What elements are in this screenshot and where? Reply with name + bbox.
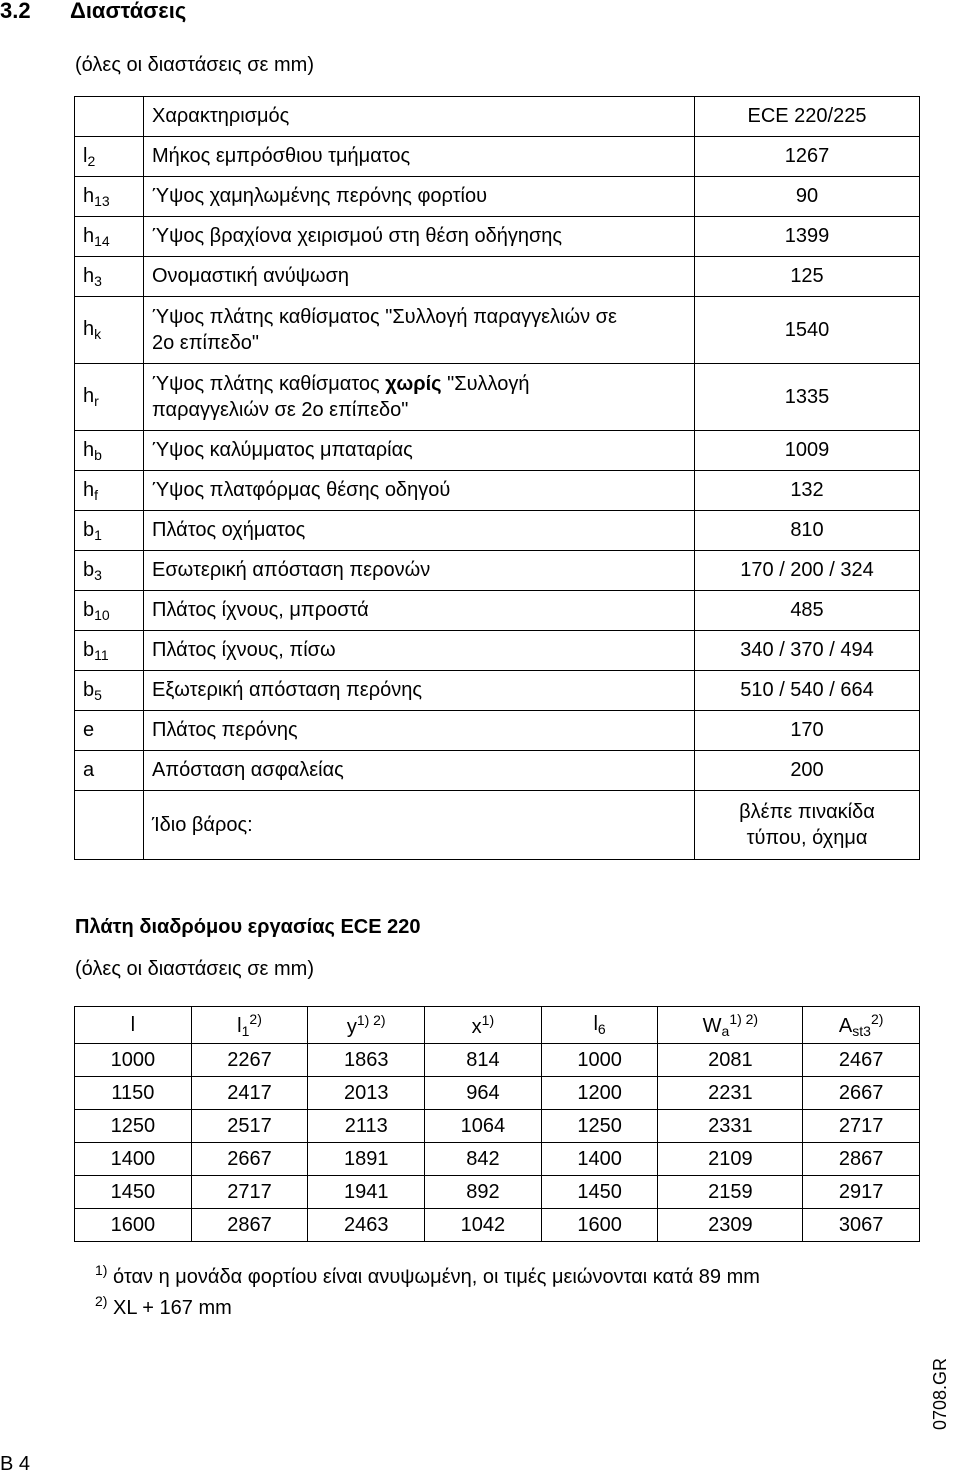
dim-symbol: $b_3$ <box>75 551 144 591</box>
work-units-note: (όλες οι διαστάσεις σε mm) <box>75 958 314 980</box>
table-row <box>75 431 920 471</box>
table-row <box>75 177 920 217</box>
work-cell: 2159 <box>658 1176 803 1209</box>
work-cell: 1600 <box>75 1209 192 1242</box>
work-cell: 2667 <box>191 1143 308 1176</box>
work-cell: 1250 <box>75 1110 192 1143</box>
work-cell: 2717 <box>803 1110 920 1143</box>
dim-symbol: $b_{10}$ <box>75 591 144 631</box>
dim-value: 340 / 370 / 494 <box>695 631 920 671</box>
dim-symbol: $h_k$ <box>75 297 144 364</box>
table-row <box>75 1143 920 1176</box>
footnote-2: $^{2)}$ XL + 167 mm <box>95 1293 232 1319</box>
dim-label: Μήκος εμπρόσθιου τμήματος <box>144 137 695 177</box>
dim-symbol: $b_1$ <box>75 511 144 551</box>
table-row <box>75 471 920 511</box>
table-row <box>75 257 920 297</box>
table-row <box>75 1077 920 1110</box>
work-cell: 1941 <box>308 1176 425 1209</box>
table-row <box>75 671 920 711</box>
work-cell: 1042 <box>425 1209 542 1242</box>
work-cell: 1450 <box>75 1176 192 1209</box>
dim-label: Ύψος πλάτης καθίσματος χωρίς "Συλλογή παραγγελιών σε 2ο επίπεδο" <box>144 364 695 431</box>
dim-symbol: $h_r$ <box>75 364 144 431</box>
work-cell: 2467 <box>803 1044 920 1077</box>
dim-symbol: $b_{11}$ <box>75 631 144 671</box>
section-number: 3.2 <box>0 0 31 23</box>
work-cell: 2417 <box>191 1077 308 1110</box>
dim-symbol: $h_{14}$ <box>75 217 144 257</box>
work-cell: 2013 <box>308 1077 425 1110</box>
dim-symbol: $l_2$ <box>75 137 144 177</box>
dim-label: Πλάτος ίχνους, πίσω <box>144 631 695 671</box>
dim-label: Ύψος χαμηλωμένης περόνης φορτίου <box>144 177 695 217</box>
dim-symbol: a <box>75 751 144 791</box>
dim-value: 1399 <box>695 217 920 257</box>
work-cell: 2867 <box>191 1209 308 1242</box>
dim-symbol: $h_{13}$ <box>75 177 144 217</box>
work-cell: 1863 <box>308 1044 425 1077</box>
dim-label: Ύψος πλάτης καθίσματος "Συλλογή παραγγελιών σε 2ο επίπεδο" <box>144 297 695 364</box>
table-row <box>75 1176 920 1209</box>
work-cell: 1891 <box>308 1143 425 1176</box>
work-cell: 2081 <box>658 1044 803 1077</box>
dim-label: Πλάτος ίχνους, μπροστά <box>144 591 695 631</box>
table-row <box>75 137 920 177</box>
work-cell: 1400 <box>541 1143 658 1176</box>
dim-value: 1540 <box>695 297 920 364</box>
table-header-row <box>75 97 920 137</box>
work-aisle-table <box>74 1006 920 1242</box>
dim-value: 510 / 540 / 664 <box>695 671 920 711</box>
work-cell: 1450 <box>541 1176 658 1209</box>
dim-value: 485 <box>695 591 920 631</box>
dim-label: Πλάτος περόνης <box>144 711 695 751</box>
dim-symbol: e <box>75 711 144 751</box>
dim-value: 125 <box>695 257 920 297</box>
work-col-header: $W_a^{1) 2)}$ <box>658 1007 803 1044</box>
work-cell: 2917 <box>803 1176 920 1209</box>
table-row <box>75 751 920 791</box>
dim-label: Απόσταση ασφαλείας <box>144 751 695 791</box>
work-cell: 2331 <box>658 1110 803 1143</box>
dim-symbol: $h_b$ <box>75 431 144 471</box>
work-cell: 1600 <box>541 1209 658 1242</box>
dim-value: 170 / 200 / 324 <box>695 551 920 591</box>
table-row-weight <box>75 791 920 860</box>
dim-symbol: $b_5$ <box>75 671 144 711</box>
table-row <box>75 217 920 257</box>
dim-value: 200 <box>695 751 920 791</box>
dim-value: 170 <box>695 711 920 751</box>
dim-label: Ύψος πλατφόρμας θέσης οδηγού <box>144 471 695 511</box>
dim-label: Ονομαστική ανύψωση <box>144 257 695 297</box>
work-cell: 814 <box>425 1044 542 1077</box>
work-cell: 2517 <box>191 1110 308 1143</box>
work-header-row <box>75 1007 920 1044</box>
work-cell: 2667 <box>803 1077 920 1110</box>
work-cell: 2267 <box>191 1044 308 1077</box>
document-code: 0708.GR <box>930 1357 950 1430</box>
dim-value: 90 <box>695 177 920 217</box>
dim-label: Εσωτερική απόσταση περονών <box>144 551 695 591</box>
work-col-header: $l_6$ <box>541 1007 658 1044</box>
table-row <box>75 1044 920 1077</box>
header-label: Χαρακτηρισμός <box>144 97 695 137</box>
work-col-header: l <box>75 1007 192 1044</box>
work-cell: 2113 <box>308 1110 425 1143</box>
header-value: ECE 220/225 <box>695 97 920 137</box>
dim-label: Ύψος καλύμματος μπαταρίας <box>144 431 695 471</box>
work-cell: 1000 <box>75 1044 192 1077</box>
dim-label: Ύψος βραχίονα χειρισμού στη θέση οδήγησης <box>144 217 695 257</box>
dim-label: Εξωτερική απόσταση περόνης <box>144 671 695 711</box>
dim-label: Πλάτος οχήματος <box>144 511 695 551</box>
dim-symbol: $h_3$ <box>75 257 144 297</box>
weight-value: βλέπε πινακίδα τύπου, όχημα <box>695 791 920 860</box>
table-row <box>75 631 920 671</box>
work-cell: 1064 <box>425 1110 542 1143</box>
dim-value: 1335 <box>695 364 920 431</box>
work-cell: 2309 <box>658 1209 803 1242</box>
work-cell: 1250 <box>541 1110 658 1143</box>
work-cell: 1000 <box>541 1044 658 1077</box>
work-cell: 3067 <box>803 1209 920 1242</box>
table-row <box>75 364 920 431</box>
work-cell: 964 <box>425 1077 542 1110</box>
page-number: B 4 <box>0 1453 31 1475</box>
footnote-1: $^{1)}$ όταν η μονάδα φορτίου είναι ανυψωμένη, οι τιμές μειώνονται κατά 89 mm <box>95 1262 760 1288</box>
work-cell: 2109 <box>658 1143 803 1176</box>
table-row <box>75 711 920 751</box>
table-row <box>75 511 920 551</box>
work-col-header: $y^{1) 2)}$ <box>308 1007 425 1044</box>
table-row <box>75 551 920 591</box>
dim-value: 810 <box>695 511 920 551</box>
work-cell: 2867 <box>803 1143 920 1176</box>
work-cell: 1200 <box>541 1077 658 1110</box>
work-cell: 842 <box>425 1143 542 1176</box>
work-col-header: $x^{1)}$ <box>425 1007 542 1044</box>
table-row <box>75 1110 920 1143</box>
dim-value: 1009 <box>695 431 920 471</box>
dim-value: 1267 <box>695 137 920 177</box>
table-row <box>75 297 920 364</box>
dim-symbol: $h_f$ <box>75 471 144 511</box>
table-row <box>75 591 920 631</box>
work-cell: 892 <box>425 1176 542 1209</box>
work-cell: 2717 <box>191 1176 308 1209</box>
section-title: Διαστάσεις <box>70 0 187 23</box>
work-cell: 1400 <box>75 1143 192 1176</box>
weight-label: Ίδιο βάρος: <box>144 791 695 860</box>
section-heading <box>0 0 186 24</box>
dim-value: 132 <box>695 471 920 511</box>
work-col-header: $A_{st3}^{2)}$ <box>803 1007 920 1044</box>
work-cell: 2231 <box>658 1077 803 1110</box>
work-col-header: $l_1^{2)}$ <box>191 1007 308 1044</box>
work-cell: 2463 <box>308 1209 425 1242</box>
work-section-title: Πλάτη διαδρόμου εργασίας ECE 220 <box>75 916 421 938</box>
units-note: (όλες οι διαστάσεις σε mm) <box>75 54 314 76</box>
work-cell: 1150 <box>75 1077 192 1110</box>
table-row <box>75 1209 920 1242</box>
dimensions-table <box>74 96 920 860</box>
